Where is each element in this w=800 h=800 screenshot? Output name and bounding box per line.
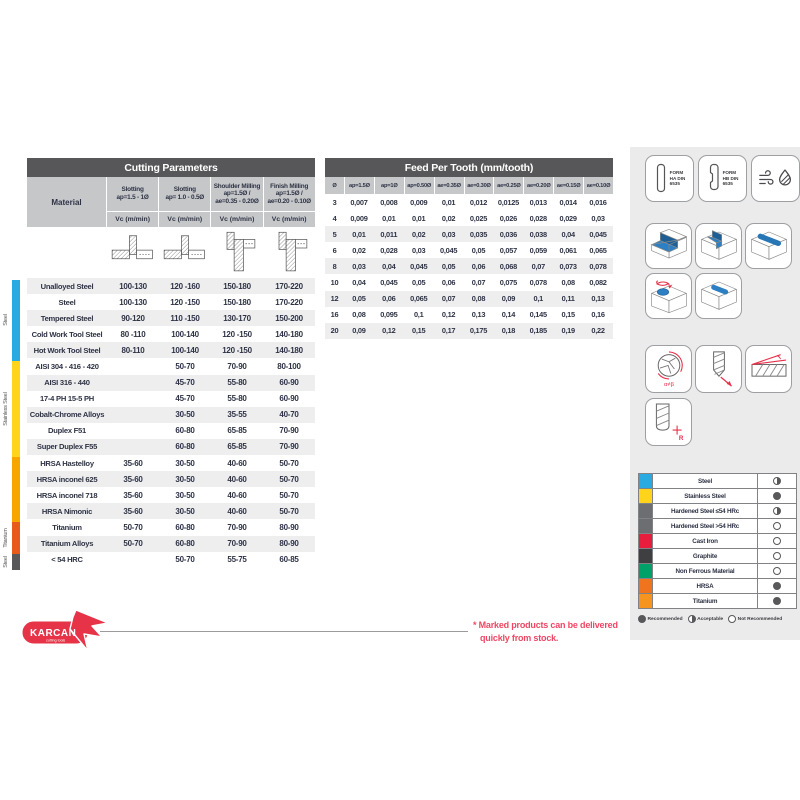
feed-row: 8 0,03 0,04 0,045 0,05 0,06 0,068 0,07 0,073 0,078 xyxy=(325,258,613,274)
material-row xyxy=(27,439,315,455)
slotting-diagram xyxy=(107,227,159,278)
vc-finish: 70-90 xyxy=(279,442,299,452)
footer-divider xyxy=(100,631,468,632)
material-group-segment xyxy=(3,280,20,361)
cutting-column-header xyxy=(159,177,210,211)
material-group-segment xyxy=(3,361,20,458)
material-name: Titanium xyxy=(52,522,82,532)
finish-milling-diagram xyxy=(263,227,315,278)
legend-material-label: Stainless Steel xyxy=(653,489,758,503)
material-name: HRSA inconel 718 xyxy=(36,490,98,500)
column-ae: ae=0.20 - 0.10Ø xyxy=(267,197,311,205)
legend-row xyxy=(639,489,796,504)
vc-shoulder: 120 -150 xyxy=(222,329,252,339)
vc-slotting-10: 60-80 xyxy=(175,442,195,452)
column-ap: ap=1.5Ø / xyxy=(223,190,251,198)
feed-row: 20 0,09 0,12 0,15 0,17 0,175 0,18 0,185 0,19 0,22 xyxy=(325,323,613,339)
feed-per-tooth-table xyxy=(325,158,613,339)
rating-indicator xyxy=(773,567,781,575)
material-legend-table xyxy=(638,473,797,609)
material-row xyxy=(27,342,315,358)
operation-tile xyxy=(695,223,742,269)
legend-row xyxy=(639,504,796,519)
legend-material-label: Graphite xyxy=(653,549,758,563)
feature-tile xyxy=(695,345,742,393)
legend-material-label: Titanium xyxy=(653,594,758,608)
slotting-diagram xyxy=(159,227,211,278)
vc-slotting-10: 30-50 xyxy=(175,506,195,516)
material-group-segment xyxy=(3,522,20,554)
helical-interpolation-icon xyxy=(649,277,689,315)
diameter-value: 10 xyxy=(330,278,339,288)
operation-tile xyxy=(645,273,692,319)
feed-row: 16 0,08 0,095 0,1 0,12 0,13 0,14 0,145 0,15 0,16 xyxy=(325,307,613,323)
rating-key-label: Acceptable xyxy=(697,616,724,622)
cutting-parameters-rows xyxy=(27,278,315,568)
material-color-swatch xyxy=(639,474,653,488)
material-name: Hot Work Tool Steel xyxy=(33,345,101,355)
cutting-column-header xyxy=(211,177,262,211)
material-color-swatch xyxy=(639,579,653,593)
vc-slotting-15: 50-70 xyxy=(123,539,143,549)
closed-pocket-milling-icon xyxy=(699,278,739,314)
vc-slotting-10: 100-140 xyxy=(171,329,199,339)
vc-slotting-15: 35-60 xyxy=(123,490,143,500)
legend-row xyxy=(639,519,796,534)
material-color-swatch xyxy=(639,534,653,548)
vc-slotting-15 xyxy=(107,375,159,391)
column-ap: ap=1.5Ø / xyxy=(275,190,303,198)
vc-shoulder: 65-85 xyxy=(227,442,247,452)
feed-row: 3 0,007 0,008 0,009 0,01 0,012 0,0125 0,013 0,014 0,016 xyxy=(325,194,613,210)
vc-finish: 50-70 xyxy=(279,490,299,500)
air-blast-coolant-icon xyxy=(758,166,794,192)
material-name: Super Duplex F55 xyxy=(36,442,98,452)
diameter-value: 12 xyxy=(330,294,339,304)
diameter-value: 8 xyxy=(332,261,337,271)
vc-finish: 60-90 xyxy=(279,394,299,404)
vc-finish: 80-90 xyxy=(279,522,299,532)
feed-per-tooth-title: Feed Per Tooth (mm/tooth) xyxy=(325,158,613,177)
brand-logo xyxy=(20,610,120,657)
feed-column-headers xyxy=(325,177,613,194)
rating-key-icon xyxy=(728,615,736,623)
material-color-swatch xyxy=(639,549,653,563)
vc-shoulder: 40-60 xyxy=(227,458,247,468)
vc-shoulder: 40-60 xyxy=(227,506,247,516)
column-ap: ap=1.5 - 1Ø xyxy=(116,194,149,201)
diameter-value: 3 xyxy=(332,197,337,207)
rating-key-icon xyxy=(688,615,696,623)
vc-slotting-15 xyxy=(107,423,159,439)
shoulder-milling-diagram xyxy=(211,227,263,278)
slot-milling-icon xyxy=(699,228,739,264)
vc-slotting-10: 110 -150 xyxy=(170,313,200,323)
unequal-spacing-note: α≠β xyxy=(663,382,674,388)
vc-slotting-10: 45-70 xyxy=(175,394,195,404)
material-group-segment xyxy=(12,457,20,521)
material-name: HRSA Nimonic xyxy=(41,506,93,516)
feed-column-header: ap=1.5Ø xyxy=(345,177,374,194)
legend-material-label: Hardened Steel ≤54 HRc xyxy=(653,504,758,518)
cutting-parameters-title: Cutting Parameters xyxy=(27,158,315,177)
material-row xyxy=(27,423,315,439)
vc-slotting-10: 50-70 xyxy=(175,555,195,565)
form-ha-label: FORM HA DIN 6535 xyxy=(669,170,686,187)
material-row xyxy=(27,536,315,552)
feature-tile xyxy=(645,345,692,393)
material-row xyxy=(27,391,315,407)
feed-rows xyxy=(325,194,613,339)
material-row xyxy=(27,487,315,503)
vc-slotting-10: 30-50 xyxy=(175,490,195,500)
feature-tile xyxy=(645,398,692,446)
operation-tile xyxy=(695,273,742,319)
vc-finish: 170-220 xyxy=(275,297,303,307)
material-name: Duplex F51 xyxy=(47,426,86,436)
material-row xyxy=(27,310,315,326)
material-row xyxy=(27,278,315,294)
diameter-value: 20 xyxy=(330,326,339,336)
vc-shoulder: 40-60 xyxy=(227,474,247,484)
rating-indicator xyxy=(773,597,781,605)
vc-finish: 140-180 xyxy=(275,329,303,339)
material-row xyxy=(27,294,315,310)
rating-indicator xyxy=(773,537,781,545)
vc-slotting-10: 30-50 xyxy=(175,458,195,468)
legend-material-label: Hardened Steel >54 HRc xyxy=(653,519,758,533)
legend-material-label: Non Ferrous Material xyxy=(653,564,758,578)
rating-key-item xyxy=(688,615,724,623)
column-title: Slotting xyxy=(173,186,196,194)
vc-slotting-10: 60-80 xyxy=(175,522,195,532)
vc-finish: 140-180 xyxy=(275,345,303,355)
diameter-value: 4 xyxy=(332,213,337,223)
material-name: Cobalt-Chrome Alloys xyxy=(29,410,105,420)
vc-finish: 80-100 xyxy=(277,362,301,372)
milling-diagram-row xyxy=(27,227,315,278)
material-row xyxy=(27,503,315,519)
vc-shoulder: 40-60 xyxy=(227,490,247,500)
vc-slotting-15: 35-60 xyxy=(123,458,143,468)
material-name: Cold Work Tool Steel xyxy=(31,329,103,339)
form-hb-tile xyxy=(698,155,747,202)
material-group-label: Titanium xyxy=(3,528,9,548)
material-name: HRSA Hastelloy xyxy=(40,458,94,468)
material-name: Steel xyxy=(58,297,76,307)
diameter-value: 16 xyxy=(330,310,339,320)
vc-finish: 50-70 xyxy=(279,474,299,484)
column-ap: ap= 1.0 - 0.5Ø xyxy=(165,194,205,201)
legend-row xyxy=(639,594,796,608)
vc-slotting-10: 100-140 xyxy=(171,345,199,355)
legend-row xyxy=(639,564,796,579)
cutting-parameters-header xyxy=(27,177,315,227)
vc-finish: 80-90 xyxy=(279,539,299,549)
feed-column-header: ae=0.35Ø xyxy=(435,177,464,194)
vc-finish: 170-220 xyxy=(275,281,303,291)
vc-shoulder: 120 -150 xyxy=(222,345,252,355)
vc-slotting-10: 50-70 xyxy=(175,362,195,372)
column-title: Finish Milling xyxy=(270,182,309,190)
column-title: Slotting xyxy=(121,186,144,194)
material-row xyxy=(27,375,315,391)
vc-slotting-15 xyxy=(107,391,159,407)
form-ha-tile xyxy=(645,155,694,202)
stock-note xyxy=(473,619,618,645)
helix-angle-icon xyxy=(750,352,788,386)
closed-slot-milling-icon xyxy=(749,228,789,264)
vc-unit-header: Vc (m/min) xyxy=(107,212,158,227)
vc-finish: 60-85 xyxy=(279,555,299,565)
vc-slotting-10: 120 -160 xyxy=(170,281,200,291)
feed-row: 5 0,01 0,011 0,02 0,03 0,035 0,036 0,038 0,04 0,045 xyxy=(325,226,613,242)
vc-finish: 60-90 xyxy=(279,378,299,388)
vc-finish: 150-200 xyxy=(275,313,303,323)
operation-tile xyxy=(745,223,792,269)
vc-slotting-15 xyxy=(107,407,159,423)
form-ha-shank-icon xyxy=(654,163,668,195)
material-row xyxy=(27,519,315,535)
material-row xyxy=(27,471,315,487)
material-name: 17-4 PH 15-5 PH xyxy=(39,394,95,404)
rating-key-label: Recommended xyxy=(647,616,683,622)
material-color-swatch xyxy=(639,489,653,503)
vc-slotting-15: 100-130 xyxy=(119,281,147,291)
vc-shoulder: 150-180 xyxy=(223,297,251,307)
material-group-label: Steel xyxy=(3,314,9,327)
feed-row: 4 0,009 0,01 0,01 0,02 0,025 0,026 0,028 0,029 0,03 xyxy=(325,210,613,226)
legend-material-label: Cast Iron xyxy=(653,534,758,548)
material-group-segment xyxy=(3,554,20,570)
rating-key-item xyxy=(638,615,683,623)
vc-finish: 70-90 xyxy=(279,426,299,436)
rating-key-item xyxy=(728,615,782,623)
vc-slotting-10: 45-70 xyxy=(175,378,195,388)
vc-slotting-15: 80 -110 xyxy=(120,329,146,339)
diameter-value: 5 xyxy=(332,229,337,239)
vc-unit-header: Vc (m/min) xyxy=(159,212,210,227)
stock-note-line2: quickly from stock. xyxy=(480,633,559,643)
rating-indicator xyxy=(773,492,781,500)
rating-indicator xyxy=(773,552,781,560)
feed-column-header: ae=0.30Ø xyxy=(465,177,494,194)
material-name: HRSA inconel 625 xyxy=(36,474,98,484)
material-name: Unalloyed Steel xyxy=(40,281,94,291)
material-row xyxy=(27,552,315,568)
vc-slotting-15 xyxy=(107,552,159,568)
rating-key xyxy=(638,615,798,623)
feed-column-header: ae=0.15Ø xyxy=(554,177,583,194)
brand-name: KARCAN xyxy=(30,628,77,639)
variable-helix-icon xyxy=(701,350,737,388)
vc-shoulder: 130-170 xyxy=(223,313,251,323)
brand-subtitle: cutting tools xyxy=(46,638,66,643)
material-name: AISI 316 - 440 xyxy=(44,378,90,388)
vc-slotting-10: 120 -150 xyxy=(170,297,200,307)
rating-indicator xyxy=(773,477,781,485)
feed-row: 10 0,04 0,045 0,05 0,06 0,07 0,075 0,078 0,08 0,082 xyxy=(325,274,613,290)
vc-shoulder: 70-90 xyxy=(227,522,247,532)
vc-finish: 50-70 xyxy=(279,506,299,516)
material-name: Titanium Alloys xyxy=(40,539,94,549)
vc-unit-header: Vc (m/min) xyxy=(211,212,262,227)
feed-row: 6 0,02 0,028 0,03 0,045 0,05 0,057 0,059 0,061 0,065 xyxy=(325,242,613,258)
vc-finish: 40-70 xyxy=(279,410,299,420)
operation-tile xyxy=(645,223,692,269)
material-name: AISI 304 - 416 - 420 xyxy=(35,362,99,372)
material-color-swatch xyxy=(639,519,653,533)
tool-info-panel xyxy=(630,147,800,640)
legend-material-label: HRSA xyxy=(653,579,758,593)
material-group-color-bar xyxy=(3,280,20,570)
feed-column-header: ap=0.50Ø xyxy=(405,177,434,194)
feed-column-header: Ø xyxy=(325,177,344,194)
rating-key-label: Not Recommended xyxy=(737,616,783,622)
vc-shoulder: 65-85 xyxy=(227,426,247,436)
rating-key-icon xyxy=(638,615,646,623)
vc-slotting-15: 100-130 xyxy=(119,297,147,307)
vc-shoulder: 70-90 xyxy=(227,539,247,549)
legend-row xyxy=(639,534,796,549)
material-row xyxy=(27,358,315,374)
form-hb-shank-icon xyxy=(707,163,721,195)
cutting-column-header xyxy=(107,177,158,211)
material-row xyxy=(27,455,315,471)
legend-row xyxy=(639,579,796,594)
stock-note-line1: * Marked products can be delivered xyxy=(473,620,618,630)
feed-row: 12 0,05 0,06 0,065 0,07 0,08 0,09 0,1 0,11 0,13 xyxy=(325,291,613,307)
vc-slotting-15: 35-60 xyxy=(123,506,143,516)
material-row xyxy=(27,407,315,423)
vc-shoulder: 55-80 xyxy=(227,394,247,404)
vc-slotting-15 xyxy=(107,439,159,455)
vc-slotting-10: 30-50 xyxy=(175,410,195,420)
unequal-flute-spacing-icon xyxy=(651,350,687,388)
feed-column-header: ae=0.25Ø xyxy=(494,177,523,194)
vc-shoulder: 55-80 xyxy=(227,378,247,388)
radius-note: R xyxy=(678,435,683,442)
diameter-value: 6 xyxy=(332,245,337,255)
rating-indicator xyxy=(773,507,781,515)
form-hb-label: FORM HB DIN 6535 xyxy=(722,170,739,187)
material-row xyxy=(27,326,315,342)
column-title: Shoulder Milling xyxy=(213,182,261,190)
vc-shoulder: 150-180 xyxy=(223,281,251,291)
rating-indicator xyxy=(773,582,781,590)
vc-slotting-10: 60-80 xyxy=(175,426,195,436)
material-group-label: Stainless Steel xyxy=(3,392,9,426)
material-color-swatch xyxy=(639,504,653,518)
air-coolant-tile xyxy=(751,155,800,202)
material-column-header: Material xyxy=(27,177,106,227)
vc-shoulder: 70-90 xyxy=(227,362,247,372)
material-name: < 54 HRC xyxy=(51,555,83,565)
vc-slotting-10: 60-80 xyxy=(175,539,195,549)
material-color-swatch xyxy=(639,594,653,608)
feature-tile xyxy=(745,345,792,393)
feed-column-header: ae=0.20Ø xyxy=(524,177,553,194)
legend-row xyxy=(639,549,796,564)
vc-slotting-15: 50-70 xyxy=(123,522,143,532)
vc-shoulder: 55-75 xyxy=(227,555,247,565)
vc-slotting-10: 30-50 xyxy=(175,474,195,484)
vc-slotting-15: 80-110 xyxy=(121,345,145,355)
vc-shoulder: 35-55 xyxy=(227,410,247,420)
feed-column-header: ap=1Ø xyxy=(375,177,404,194)
vc-slotting-15: 35-60 xyxy=(123,474,143,484)
cutting-parameters-table xyxy=(27,158,315,568)
material-color-swatch xyxy=(639,564,653,578)
feed-column-header: ae=0.10Ø xyxy=(584,177,613,194)
vc-slotting-15 xyxy=(107,358,159,374)
corner-radius-icon xyxy=(651,402,687,442)
vc-finish: 50-70 xyxy=(279,458,299,468)
rating-indicator xyxy=(773,522,781,530)
column-ae: ae=0.35 - 0.20Ø xyxy=(215,197,259,205)
legend-material-label: Steel xyxy=(653,474,758,488)
cutting-column-header xyxy=(264,177,315,211)
vc-unit-header: Vc (m/min) xyxy=(264,212,315,227)
shoulder-milling-icon xyxy=(649,228,689,264)
material-group-label: Steel xyxy=(3,556,9,568)
material-name: Tempered Steel xyxy=(40,313,94,323)
legend-row xyxy=(639,474,796,489)
vc-slotting-15: 90-120 xyxy=(121,313,145,323)
